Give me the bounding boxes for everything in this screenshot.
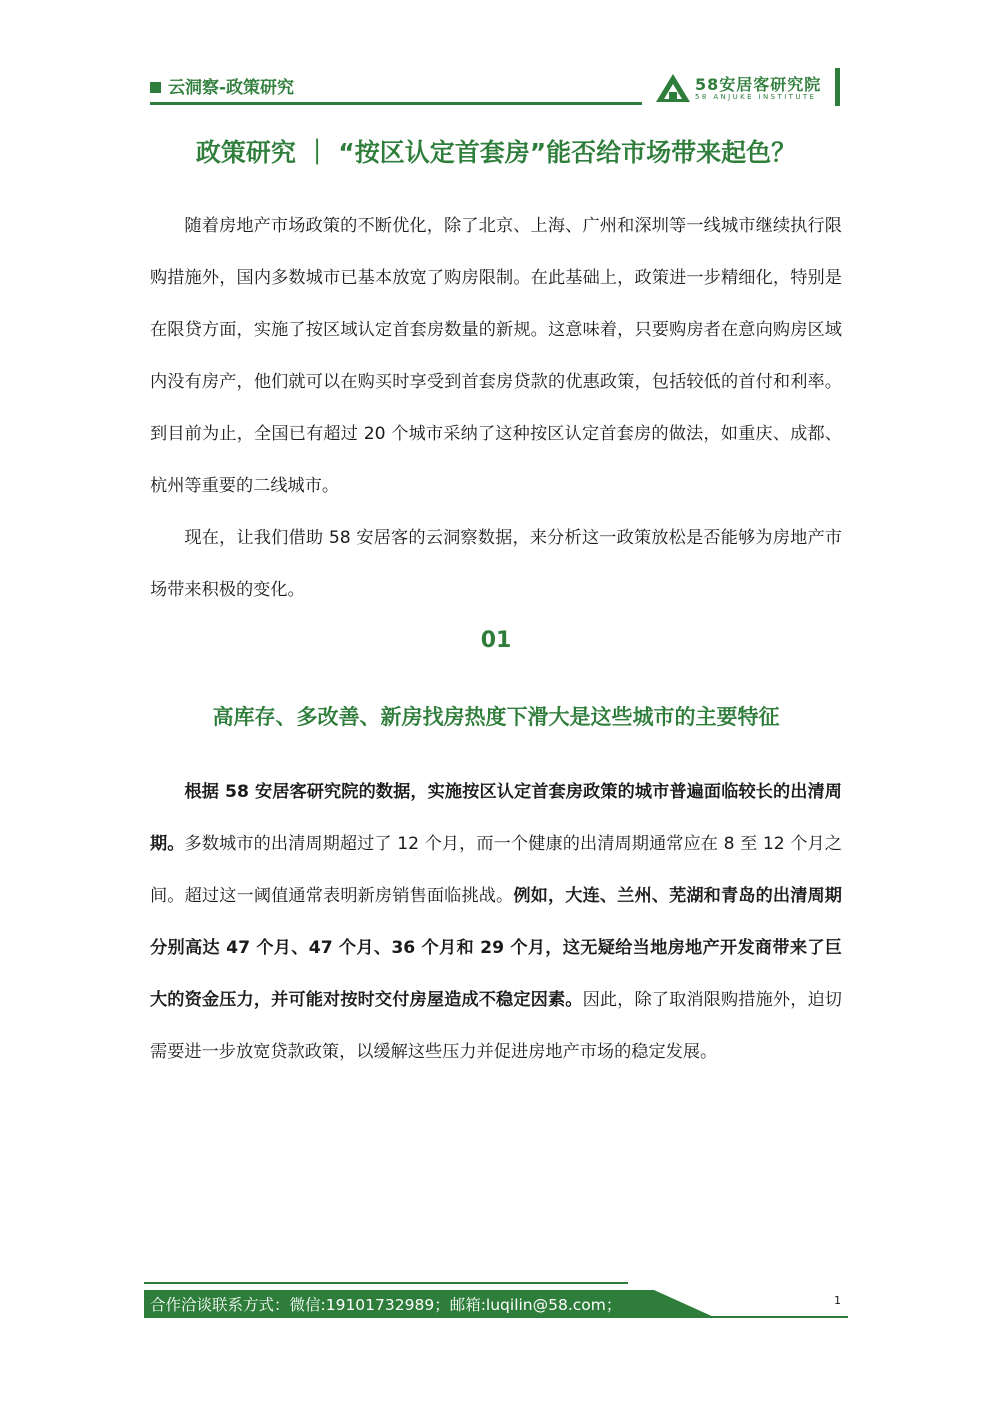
header-divider [150, 102, 642, 105]
footer-divider [144, 1282, 628, 1284]
intro-paragraph-2: 现在，让我们借助 58 安居客的云洞察数据，来分析这一政策放松是否能够为房地产市场带来积极的变化。 [150, 528, 842, 600]
section-number: 01 [480, 628, 512, 653]
footer-contact: 合作洽谈联系方式：微信:19101732989；邮箱:luqilin@58.com； [150, 1296, 622, 1314]
intro-paragraph-1: 随着房地产市场政策的不断优化，除了北京、上海、广州和深圳等一线城市继续执行限购措施外，国内多数城市已基本放宽了购房限制。在此基础上，政策进一步精细化，特别是在限贷方面，实施了按区域认定首套房数量的新规。这意味着，只要购房者在意向购房区域内没有房产，他们就可以在购买时享受到首套房贷款的优惠政策，包括较低的首付和利率。到目前为止，全国已有超过 20 个城市采纳了这种按区认定首套房的做法，如重庆、成都、杭州等重要的二线城市。 [150, 216, 842, 496]
highlight-text-1: 根据 58 安居客研究院的数据，实施按区认定首套房政策的城市普遍面临较长的出清周期。 [150, 782, 842, 854]
roof-logo-icon [655, 72, 691, 104]
header-square-icon [150, 82, 161, 93]
highlight-text-2: 例如，大连、兰州、芜湖和青岛的出清周期分别高达 47 个月、47 个月、36 个月和 29 个月，这无疑给当地房地产开发商带来了巨大的资金压力，并可能对按时交付房屋造成不稳定因素。 [150, 886, 842, 1010]
section-title: 高库存、多改善、新房找房热度下滑大是这些城市的主要特征 [212, 705, 780, 729]
header-section-label: 云洞察-政策研究 [168, 78, 295, 98]
page-number: 1 [834, 1294, 841, 1307]
section-paragraph [150, 766, 842, 1078]
logo-subtitle: 58 ANJUKE INSTITUTE [695, 93, 817, 101]
logo-name: 58安居客研究院 [695, 75, 822, 94]
body-text-2: 因此，除了取消限购措施外，迫切需要进一步放宽贷款政策，以缓解这些压力并促进房地产市场的稳定发展。 [150, 990, 842, 1062]
page-title: 政策研究 ｜ “按区认定首套房”能否给市场带来起色？ [195, 138, 797, 167]
institute-logo [655, 70, 835, 106]
body-text-1: 多数城市的出清周期超过了 12 个月，而一个健康的出清周期通常应在 8 至 12 个月之间。超过这一阈值通常表明新房销售面临挑战。 [150, 834, 842, 906]
header-accent-bar [835, 68, 840, 106]
